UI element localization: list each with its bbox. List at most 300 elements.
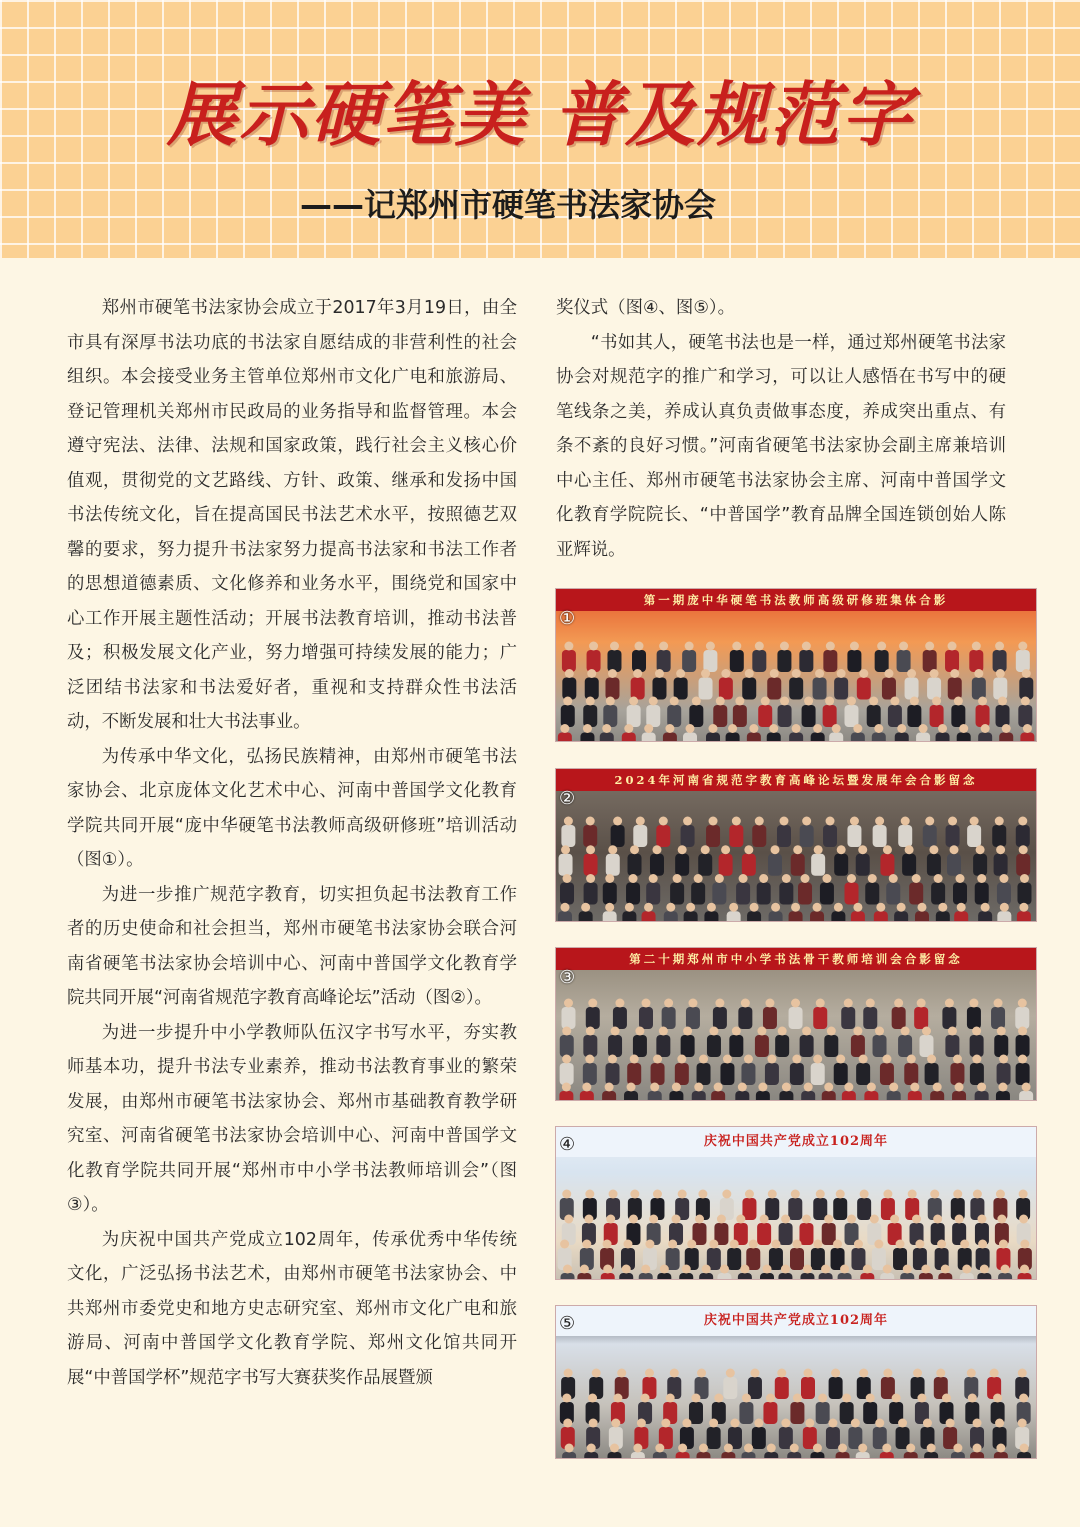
- person-head: [659, 642, 668, 651]
- person-head: [793, 1240, 802, 1249]
- person-head: [649, 697, 658, 706]
- person-head: [587, 1444, 596, 1453]
- person-head: [815, 669, 824, 678]
- person-body: [656, 1035, 670, 1057]
- person-head: [998, 697, 1007, 706]
- person-head: [834, 903, 843, 912]
- person-head: [683, 817, 692, 826]
- person-head: [996, 669, 1005, 678]
- person-head: [1020, 1240, 1029, 1249]
- person-body: [628, 854, 642, 876]
- person-body: [801, 1377, 815, 1399]
- person-head: [850, 642, 859, 651]
- person-body: [657, 1273, 671, 1279]
- person-head: [670, 697, 679, 706]
- person-body: [662, 1007, 676, 1029]
- person-body: [760, 1273, 774, 1279]
- person-head: [1022, 1083, 1031, 1092]
- person-head: [813, 724, 822, 733]
- person-head: [803, 1265, 812, 1274]
- person-head: [778, 1027, 787, 1036]
- person-head: [749, 724, 758, 733]
- person-head: [894, 999, 903, 1008]
- person-head: [588, 999, 597, 1008]
- person-head: [948, 817, 957, 826]
- photo-number: ①: [559, 608, 576, 629]
- person-body: [729, 825, 743, 847]
- person-body: [769, 911, 783, 921]
- person-head: [611, 1027, 620, 1036]
- person-head: [586, 1027, 595, 1036]
- person-head: [608, 845, 617, 854]
- person-head: [825, 697, 834, 706]
- person-body: [652, 678, 666, 700]
- person-body: [633, 1035, 647, 1057]
- person-head: [863, 1265, 872, 1274]
- person-head: [738, 1083, 747, 1092]
- person-head: [714, 1083, 723, 1092]
- person-body: [697, 1063, 711, 1085]
- person-body: [720, 1063, 734, 1085]
- person-head: [997, 1027, 1006, 1036]
- photo-number: ③: [559, 967, 576, 988]
- person-head: [853, 724, 862, 733]
- person-body: [561, 1007, 575, 1029]
- person-head: [980, 1265, 989, 1274]
- person-body: [823, 825, 837, 847]
- person-body: [729, 1035, 743, 1057]
- person-head: [972, 1027, 981, 1036]
- person-head: [709, 1240, 718, 1249]
- person-head: [906, 1444, 915, 1453]
- person-head: [867, 1083, 876, 1092]
- person-body: [857, 678, 871, 700]
- person-head: [560, 724, 569, 733]
- person-head: [804, 1369, 813, 1378]
- person-body: [789, 678, 803, 700]
- photo-group-1: [555, 588, 1037, 742]
- crowd-illustration: [556, 988, 1036, 1100]
- person-head: [828, 1419, 837, 1428]
- person-body: [742, 678, 756, 700]
- person-head: [771, 903, 780, 912]
- person-head: [897, 724, 906, 733]
- crowd-illustration: [556, 631, 1036, 741]
- person-body: [822, 1223, 836, 1245]
- person-head: [883, 1369, 892, 1378]
- person-body: [682, 650, 696, 672]
- person-head: [868, 874, 877, 883]
- person-body: [752, 1427, 766, 1449]
- person-body: [994, 854, 1008, 876]
- person-head: [682, 1265, 691, 1274]
- person-body: [587, 650, 601, 672]
- person-head: [664, 999, 673, 1008]
- person-head: [999, 1240, 1008, 1249]
- person-body: [1018, 1273, 1032, 1279]
- person-head: [1018, 1055, 1027, 1064]
- person-body: [829, 733, 843, 742]
- person-head: [611, 1419, 620, 1428]
- person-head: [1019, 903, 1028, 912]
- person-head: [645, 1369, 654, 1378]
- person-head: [1020, 1444, 1029, 1453]
- person-head: [853, 903, 862, 912]
- photo-group-3: [555, 947, 1037, 1101]
- person-body: [841, 1007, 855, 1029]
- person-head: [592, 1369, 601, 1378]
- person-head: [676, 669, 685, 678]
- person-body: [622, 733, 636, 742]
- person-body: [787, 1452, 801, 1458]
- person-body: [1016, 1035, 1030, 1057]
- person-head: [844, 999, 853, 1008]
- person-head: [781, 1419, 790, 1428]
- person-head: [804, 697, 813, 706]
- person-head: [917, 903, 926, 912]
- person-body: [969, 650, 983, 672]
- person-head: [666, 903, 675, 912]
- person-head: [802, 1027, 811, 1036]
- person-head: [972, 1055, 981, 1064]
- person-body: [713, 1007, 727, 1029]
- person-head: [836, 1190, 845, 1199]
- person-body: [992, 825, 1006, 847]
- person-body: [813, 1007, 827, 1029]
- person-head: [694, 1083, 703, 1092]
- person-body: [747, 733, 761, 742]
- person-head: [954, 697, 963, 706]
- person-body: [888, 705, 902, 727]
- person-head: [882, 1444, 891, 1453]
- person-body: [736, 883, 750, 905]
- person-body: [778, 1273, 792, 1279]
- person-head: [917, 999, 926, 1008]
- person-body: [930, 1091, 944, 1100]
- person-head: [997, 1215, 1006, 1224]
- person-body: [945, 1035, 959, 1057]
- person-body: [851, 1248, 865, 1270]
- person-body: [819, 1273, 833, 1279]
- person-head: [655, 1444, 664, 1453]
- person-body: [789, 1007, 803, 1029]
- person-body: [900, 1273, 914, 1279]
- person-head: [948, 1027, 957, 1036]
- person-head: [996, 1444, 1005, 1453]
- person-body: [864, 1091, 878, 1100]
- person-head: [974, 669, 983, 678]
- person-head: [912, 874, 921, 883]
- person-head: [866, 1394, 875, 1403]
- person-head: [953, 1055, 962, 1064]
- photo-banner: 2024年河南省规范字教育高峰论坛暨发展年会合影留念: [556, 769, 1036, 791]
- person-head: [717, 1215, 726, 1224]
- person-head: [781, 1265, 790, 1274]
- person-head: [660, 1265, 669, 1274]
- person-head: [875, 1027, 884, 1036]
- person-head: [883, 1190, 892, 1199]
- person-head: [744, 1444, 753, 1453]
- person-head: [683, 1027, 692, 1036]
- person-head: [945, 999, 954, 1008]
- person-head: [978, 697, 987, 706]
- paragraph: “书如其人，硬笔书法也是一样，通过郑州硬笔书法家协会对规范字的推广和学习，可以让人感悟在书写中的硬笔线条之美，养成认真负责做事态度，养成突出重点、有条不紊的良好习惯。”河南省硬笔书法家协会副主席兼培训中心主任、郑州市硬笔书法家协会主席、河南中普国学文化教育学院院长、“中普国学”教育品牌全国连锁创始人陈亚辉说。: [556, 332, 1006, 560]
- person-body: [675, 1063, 689, 1085]
- person-body: [851, 1035, 865, 1057]
- person-head: [580, 1265, 589, 1274]
- person-body: [656, 825, 670, 847]
- person-body: [924, 1452, 938, 1458]
- person-head: [622, 1265, 631, 1274]
- person-head: [673, 874, 682, 883]
- person-body: [646, 705, 660, 727]
- person-head: [1020, 1265, 1029, 1274]
- person-body: [863, 1007, 877, 1029]
- person-head: [603, 1265, 612, 1274]
- person-head: [942, 1394, 951, 1403]
- person-body: [606, 854, 620, 876]
- person-head: [582, 1083, 591, 1092]
- person-body: [998, 1273, 1012, 1279]
- person-head: [805, 1419, 814, 1428]
- person-body: [993, 678, 1007, 700]
- person-body: [653, 1452, 667, 1458]
- person-head: [605, 903, 614, 912]
- person-head: [698, 1190, 707, 1199]
- person-head: [890, 697, 899, 706]
- person-head: [853, 1027, 862, 1036]
- person-body: [603, 705, 617, 727]
- person-body: [767, 678, 781, 700]
- person-body: [952, 1091, 966, 1100]
- person-head: [859, 669, 868, 678]
- person-head: [1018, 1419, 1027, 1428]
- person-head: [744, 1055, 753, 1064]
- person-body: [692, 1091, 706, 1100]
- person-head: [686, 903, 695, 912]
- person-body: [727, 1248, 741, 1270]
- person-head: [792, 669, 801, 678]
- person-head: [999, 874, 1008, 883]
- person-body: [726, 733, 740, 742]
- person-head: [564, 642, 573, 651]
- person-head: [589, 642, 598, 651]
- person-body: [669, 1091, 683, 1100]
- person-head: [586, 874, 595, 883]
- person-head: [1018, 1027, 1027, 1036]
- person-head: [633, 669, 642, 678]
- person-body: [909, 883, 923, 905]
- person-body: [602, 1091, 616, 1100]
- person-body: [902, 854, 916, 876]
- person-head: [791, 1190, 800, 1199]
- person-body: [663, 733, 677, 742]
- person-body: [778, 705, 792, 727]
- person-body: [942, 1007, 956, 1029]
- person-body: [919, 1273, 933, 1279]
- person-head: [927, 1055, 936, 1064]
- person-body: [601, 1273, 615, 1279]
- person-head: [629, 874, 638, 883]
- person-body: [973, 854, 987, 876]
- person-head: [581, 903, 590, 912]
- person-head: [661, 1419, 670, 1428]
- person-head: [723, 1055, 732, 1064]
- person-head: [903, 1265, 912, 1274]
- person-head: [635, 1027, 644, 1036]
- person-head: [629, 1215, 638, 1224]
- person-head: [907, 1055, 916, 1064]
- person-body: [738, 1007, 752, 1029]
- person-body: [997, 1063, 1011, 1085]
- person-head: [973, 1444, 982, 1453]
- person-head: [653, 1055, 662, 1064]
- person-head: [563, 697, 572, 706]
- person-body: [1017, 1452, 1031, 1458]
- person-body: [844, 705, 858, 727]
- person-head: [770, 845, 779, 854]
- person-body: [727, 911, 741, 921]
- person-body: [562, 1452, 576, 1458]
- person-body: [769, 1248, 783, 1270]
- person-head: [624, 724, 633, 733]
- person-body: [799, 650, 813, 672]
- person-body: [689, 1402, 703, 1424]
- person-head: [767, 1444, 776, 1453]
- person-head: [970, 817, 979, 826]
- person-head: [813, 1055, 822, 1064]
- person-head: [801, 874, 810, 883]
- person-body: [999, 733, 1013, 742]
- person-head: [990, 1369, 999, 1378]
- person-head: [781, 1215, 790, 1224]
- person-body: [802, 705, 816, 727]
- person-body: [646, 883, 660, 905]
- person-body: [633, 825, 647, 847]
- person-head: [765, 999, 774, 1008]
- person-body: [953, 883, 967, 905]
- person-body: [907, 705, 921, 727]
- person-head: [565, 1444, 574, 1453]
- person-head: [870, 1215, 879, 1224]
- person-head: [735, 697, 744, 706]
- person-head: [826, 642, 835, 651]
- person-head: [998, 1083, 1007, 1092]
- person-body: [583, 705, 597, 727]
- person-head: [678, 1444, 687, 1453]
- person-body: [580, 1091, 594, 1100]
- person-head: [721, 669, 730, 678]
- person-head: [889, 1083, 898, 1092]
- person-body: [560, 1063, 574, 1085]
- person-head: [759, 874, 768, 883]
- person-head: [665, 724, 674, 733]
- person-body: [741, 1063, 755, 1085]
- person-head: [603, 1240, 612, 1249]
- person-body: [558, 733, 572, 742]
- person-head: [730, 1419, 739, 1428]
- person-body: [562, 678, 576, 700]
- person-body: [767, 733, 781, 742]
- person-head: [993, 1394, 1002, 1403]
- person-body: [857, 1198, 871, 1220]
- person-body: [639, 1007, 653, 1029]
- person-head: [969, 999, 978, 1008]
- person-head: [701, 669, 710, 678]
- person-head: [802, 817, 811, 826]
- person-body: [741, 1452, 755, 1458]
- person-body: [800, 1035, 814, 1057]
- person-head: [972, 642, 981, 651]
- person-head: [605, 874, 614, 883]
- person-body: [579, 911, 593, 921]
- person-body: [947, 854, 961, 876]
- person-body: [904, 1452, 918, 1458]
- person-body: [706, 733, 720, 742]
- person-body: [1016, 854, 1030, 876]
- person-head: [818, 1394, 827, 1403]
- person-body: [738, 1273, 752, 1279]
- person-head: [767, 1055, 776, 1064]
- crowd-illustration: [556, 1179, 1036, 1279]
- person-head: [586, 697, 595, 706]
- person-body: [875, 650, 889, 672]
- person-head: [1002, 724, 1011, 733]
- person-head: [973, 1190, 982, 1199]
- person-head: [582, 1240, 591, 1249]
- person-head: [793, 845, 802, 854]
- person-body: [719, 854, 733, 876]
- person-head: [730, 1240, 739, 1249]
- person-head: [560, 1240, 569, 1249]
- person-body: [916, 733, 930, 742]
- person-head: [610, 642, 619, 651]
- person-head: [937, 1240, 946, 1249]
- person-head: [625, 903, 634, 912]
- person-head: [953, 1444, 962, 1453]
- person-head: [792, 1055, 801, 1064]
- paragraph: 为传承中华文化，弘扬民族精神，由郑州市硬笔书法家协会、北京庞体文化艺术中心、河南中普国学文化教育学院共同开展“庞中华硬笔书法教师高级研修班”培训活动（图①）。: [67, 746, 517, 870]
- person-body: [823, 705, 837, 727]
- person-body: [833, 1198, 847, 1220]
- person-body: [779, 1223, 793, 1245]
- person-body: [689, 705, 703, 727]
- person-body: [752, 825, 766, 847]
- person-body: [822, 1091, 836, 1100]
- person-head: [561, 845, 570, 854]
- person-head: [946, 1419, 955, 1428]
- person-body: [703, 650, 717, 672]
- person-head: [587, 669, 596, 678]
- header-banner: [0, 0, 1080, 258]
- person-head: [850, 817, 859, 826]
- person-body: [915, 911, 929, 921]
- person-body: [811, 733, 825, 742]
- person-body: [975, 883, 989, 905]
- person-body: [765, 1063, 779, 1085]
- person-body: [790, 1248, 804, 1270]
- person-head: [851, 1419, 860, 1428]
- person-head: [901, 1027, 910, 1036]
- person-head: [562, 1027, 571, 1036]
- person-body: [836, 1452, 850, 1458]
- person-body: [826, 1427, 840, 1449]
- person-head: [973, 1419, 982, 1428]
- person-head: [771, 1240, 780, 1249]
- person-head: [560, 903, 569, 912]
- person-body: [642, 733, 656, 742]
- person-body: [584, 883, 598, 905]
